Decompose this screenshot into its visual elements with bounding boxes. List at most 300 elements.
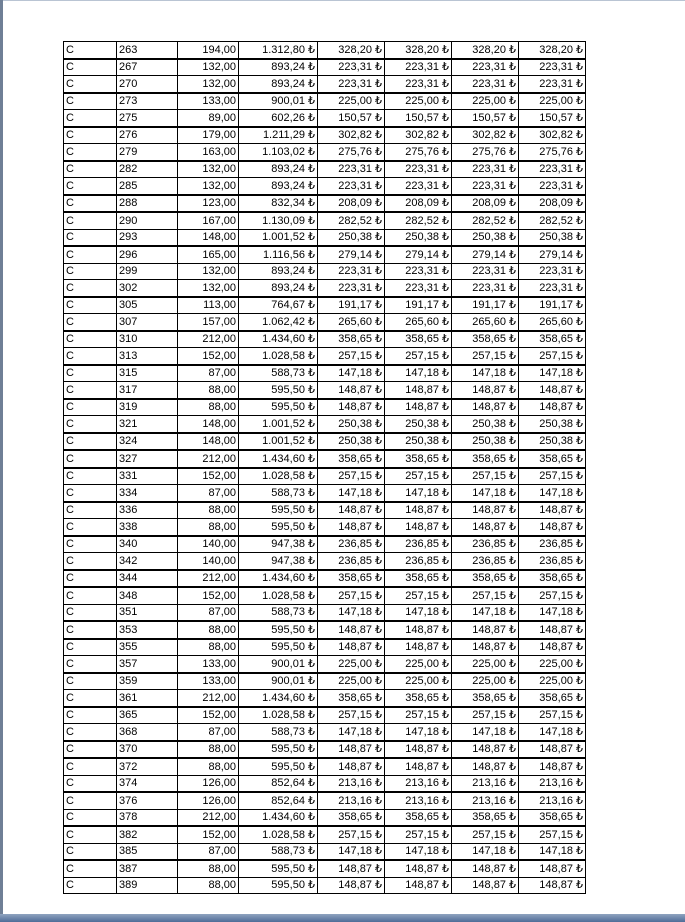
number-cell[interactable]: 273 bbox=[117, 93, 178, 110]
share-cell-3[interactable]: 148,87 ₺ bbox=[452, 502, 519, 519]
code-cell[interactable]: C bbox=[64, 42, 117, 59]
share-cell-1[interactable]: 225,00 ₺ bbox=[318, 656, 385, 673]
amount-cell[interactable]: 893,24 ₺ bbox=[239, 76, 318, 93]
quantity-cell[interactable]: 148,00 bbox=[178, 416, 239, 433]
number-cell[interactable]: 365 bbox=[117, 707, 178, 724]
quantity-cell[interactable]: 152,00 bbox=[178, 348, 239, 365]
quantity-cell[interactable]: 152,00 bbox=[178, 826, 239, 843]
number-cell[interactable]: 338 bbox=[117, 519, 178, 536]
share-cell-3[interactable]: 148,87 ₺ bbox=[452, 399, 519, 416]
amount-cell[interactable]: 1.028,58 ₺ bbox=[239, 348, 318, 365]
share-cell-2[interactable]: 225,00 ₺ bbox=[385, 93, 452, 110]
code-cell[interactable]: C bbox=[64, 707, 117, 724]
code-cell[interactable]: C bbox=[64, 297, 117, 314]
share-cell-3[interactable]: 225,00 ₺ bbox=[452, 93, 519, 110]
share-cell-2[interactable]: 257,15 ₺ bbox=[385, 707, 452, 724]
share-cell-1[interactable]: 223,31 ₺ bbox=[318, 161, 385, 178]
share-cell-4[interactable]: 279,14 ₺ bbox=[519, 246, 586, 263]
share-cell-3[interactable]: 358,65 ₺ bbox=[452, 809, 519, 826]
share-cell-4[interactable]: 147,18 ₺ bbox=[519, 365, 586, 382]
share-cell-1[interactable]: 148,87 ₺ bbox=[318, 758, 385, 775]
share-cell-1[interactable]: 225,00 ₺ bbox=[318, 673, 385, 690]
share-cell-2[interactable]: 223,31 ₺ bbox=[385, 76, 452, 93]
share-cell-4[interactable]: 257,15 ₺ bbox=[519, 707, 586, 724]
share-cell-1[interactable]: 358,65 ₺ bbox=[318, 690, 385, 707]
share-cell-1[interactable]: 148,87 ₺ bbox=[318, 382, 385, 399]
amount-cell[interactable]: 1.028,58 ₺ bbox=[239, 587, 318, 604]
share-cell-1[interactable]: 208,09 ₺ bbox=[318, 195, 385, 213]
share-cell-2[interactable]: 147,18 ₺ bbox=[385, 485, 452, 502]
share-cell-4[interactable]: 225,00 ₺ bbox=[519, 673, 586, 690]
share-cell-3[interactable]: 257,15 ₺ bbox=[452, 348, 519, 365]
amount-cell[interactable]: 1.001,52 ₺ bbox=[239, 433, 318, 451]
share-cell-3[interactable]: 236,85 ₺ bbox=[452, 553, 519, 570]
share-cell-1[interactable]: 223,31 ₺ bbox=[318, 280, 385, 297]
quantity-cell[interactable]: 167,00 bbox=[178, 212, 239, 229]
share-cell-1[interactable]: 279,14 ₺ bbox=[318, 246, 385, 263]
quantity-cell[interactable]: 123,00 bbox=[178, 195, 239, 213]
number-cell[interactable]: 296 bbox=[117, 246, 178, 263]
share-cell-2[interactable]: 150,57 ₺ bbox=[385, 110, 452, 127]
code-cell[interactable]: C bbox=[64, 416, 117, 433]
amount-cell[interactable]: 588,73 ₺ bbox=[239, 724, 318, 741]
number-cell[interactable]: 372 bbox=[117, 758, 178, 775]
code-cell[interactable]: C bbox=[64, 775, 117, 792]
number-cell[interactable]: 348 bbox=[117, 587, 178, 604]
amount-cell[interactable]: 595,50 ₺ bbox=[239, 502, 318, 519]
amount-cell[interactable]: 947,38 ₺ bbox=[239, 536, 318, 553]
amount-cell[interactable]: 893,24 ₺ bbox=[239, 59, 318, 76]
share-cell-2[interactable]: 148,87 ₺ bbox=[385, 621, 452, 639]
share-cell-4[interactable]: 208,09 ₺ bbox=[519, 195, 586, 213]
code-cell[interactable]: C bbox=[64, 331, 117, 348]
share-cell-3[interactable]: 223,31 ₺ bbox=[452, 161, 519, 178]
number-cell[interactable]: 299 bbox=[117, 263, 178, 280]
share-cell-2[interactable]: 223,31 ₺ bbox=[385, 178, 452, 195]
share-cell-3[interactable]: 328,20 ₺ bbox=[452, 42, 519, 59]
share-cell-3[interactable]: 257,15 ₺ bbox=[452, 468, 519, 485]
quantity-cell[interactable]: 212,00 bbox=[178, 331, 239, 348]
share-cell-4[interactable]: 358,65 ₺ bbox=[519, 450, 586, 468]
amount-cell[interactable]: 595,50 ₺ bbox=[239, 382, 318, 399]
share-cell-2[interactable]: 225,00 ₺ bbox=[385, 656, 452, 673]
code-cell[interactable]: C bbox=[64, 314, 117, 331]
share-cell-3[interactable]: 223,31 ₺ bbox=[452, 178, 519, 195]
number-cell[interactable]: 355 bbox=[117, 639, 178, 656]
amount-cell[interactable]: 900,01 ₺ bbox=[239, 673, 318, 690]
number-cell[interactable]: 387 bbox=[117, 860, 178, 877]
quantity-cell[interactable]: 179,00 bbox=[178, 127, 239, 144]
amount-cell[interactable]: 1.116,56 ₺ bbox=[239, 246, 318, 263]
share-cell-2[interactable]: 236,85 ₺ bbox=[385, 536, 452, 553]
share-cell-2[interactable]: 223,31 ₺ bbox=[385, 59, 452, 76]
share-cell-2[interactable]: 148,87 ₺ bbox=[385, 399, 452, 416]
share-cell-2[interactable]: 148,87 ₺ bbox=[385, 758, 452, 775]
share-cell-1[interactable]: 257,15 ₺ bbox=[318, 707, 385, 724]
amount-cell[interactable]: 588,73 ₺ bbox=[239, 604, 318, 621]
code-cell[interactable]: C bbox=[64, 621, 117, 639]
share-cell-4[interactable]: 148,87 ₺ bbox=[519, 758, 586, 775]
share-cell-3[interactable]: 213,16 ₺ bbox=[452, 792, 519, 809]
share-cell-4[interactable]: 225,00 ₺ bbox=[519, 656, 586, 673]
share-cell-1[interactable]: 191,17 ₺ bbox=[318, 297, 385, 314]
amount-cell[interactable]: 595,50 ₺ bbox=[239, 621, 318, 639]
share-cell-4[interactable]: 148,87 ₺ bbox=[519, 399, 586, 416]
amount-cell[interactable]: 1.028,58 ₺ bbox=[239, 468, 318, 485]
amount-cell[interactable]: 893,24 ₺ bbox=[239, 178, 318, 195]
share-cell-1[interactable]: 257,15 ₺ bbox=[318, 826, 385, 843]
share-cell-3[interactable]: 302,82 ₺ bbox=[452, 127, 519, 144]
share-cell-3[interactable]: 148,87 ₺ bbox=[452, 519, 519, 536]
share-cell-1[interactable]: 213,16 ₺ bbox=[318, 792, 385, 809]
code-cell[interactable]: C bbox=[64, 570, 117, 588]
share-cell-4[interactable]: 147,18 ₺ bbox=[519, 724, 586, 741]
share-cell-1[interactable]: 148,87 ₺ bbox=[318, 860, 385, 877]
number-cell[interactable]: 368 bbox=[117, 724, 178, 741]
code-cell[interactable]: C bbox=[64, 604, 117, 621]
share-cell-1[interactable]: 358,65 ₺ bbox=[318, 450, 385, 468]
number-cell[interactable]: 359 bbox=[117, 673, 178, 690]
share-cell-4[interactable]: 257,15 ₺ bbox=[519, 587, 586, 604]
number-cell[interactable]: 370 bbox=[117, 741, 178, 759]
quantity-cell[interactable]: 88,00 bbox=[178, 399, 239, 416]
number-cell[interactable]: 382 bbox=[117, 826, 178, 843]
share-cell-1[interactable]: 282,52 ₺ bbox=[318, 212, 385, 229]
share-cell-2[interactable]: 257,15 ₺ bbox=[385, 468, 452, 485]
quantity-cell[interactable]: 88,00 bbox=[178, 502, 239, 519]
amount-cell[interactable]: 1.434,60 ₺ bbox=[239, 809, 318, 826]
share-cell-3[interactable]: 257,15 ₺ bbox=[452, 707, 519, 724]
share-cell-4[interactable]: 148,87 ₺ bbox=[519, 860, 586, 877]
share-cell-2[interactable]: 148,87 ₺ bbox=[385, 519, 452, 536]
share-cell-3[interactable]: 223,31 ₺ bbox=[452, 76, 519, 93]
share-cell-3[interactable]: 148,87 ₺ bbox=[452, 741, 519, 759]
code-cell[interactable]: C bbox=[64, 468, 117, 485]
quantity-cell[interactable]: 132,00 bbox=[178, 161, 239, 178]
share-cell-4[interactable]: 213,16 ₺ bbox=[519, 792, 586, 809]
amount-cell[interactable]: 852,64 ₺ bbox=[239, 792, 318, 809]
share-cell-3[interactable]: 223,31 ₺ bbox=[452, 263, 519, 280]
share-cell-3[interactable]: 358,65 ₺ bbox=[452, 450, 519, 468]
number-cell[interactable]: 336 bbox=[117, 502, 178, 519]
amount-cell[interactable]: 595,50 ₺ bbox=[239, 741, 318, 759]
number-cell[interactable]: 321 bbox=[117, 416, 178, 433]
code-cell[interactable]: C bbox=[64, 229, 117, 246]
code-cell[interactable]: C bbox=[64, 758, 117, 775]
quantity-cell[interactable]: 194,00 bbox=[178, 42, 239, 59]
share-cell-3[interactable]: 147,18 ₺ bbox=[452, 604, 519, 621]
number-cell[interactable]: 282 bbox=[117, 161, 178, 178]
share-cell-4[interactable]: 225,00 ₺ bbox=[519, 93, 586, 110]
code-cell[interactable]: C bbox=[64, 144, 117, 161]
amount-cell[interactable]: 595,50 ₺ bbox=[239, 399, 318, 416]
number-cell[interactable]: 334 bbox=[117, 485, 178, 502]
amount-cell[interactable]: 588,73 ₺ bbox=[239, 365, 318, 382]
share-cell-2[interactable]: 236,85 ₺ bbox=[385, 553, 452, 570]
share-cell-3[interactable]: 223,31 ₺ bbox=[452, 59, 519, 76]
amount-cell[interactable]: 1.028,58 ₺ bbox=[239, 707, 318, 724]
share-cell-2[interactable]: 147,18 ₺ bbox=[385, 843, 452, 860]
share-cell-1[interactable]: 302,82 ₺ bbox=[318, 127, 385, 144]
amount-cell[interactable]: 893,24 ₺ bbox=[239, 263, 318, 280]
share-cell-2[interactable]: 225,00 ₺ bbox=[385, 673, 452, 690]
amount-cell[interactable]: 900,01 ₺ bbox=[239, 93, 318, 110]
share-cell-4[interactable]: 148,87 ₺ bbox=[519, 639, 586, 656]
number-cell[interactable]: 310 bbox=[117, 331, 178, 348]
share-cell-1[interactable]: 358,65 ₺ bbox=[318, 331, 385, 348]
share-cell-3[interactable]: 225,00 ₺ bbox=[452, 673, 519, 690]
share-cell-1[interactable]: 250,38 ₺ bbox=[318, 416, 385, 433]
share-cell-3[interactable]: 148,87 ₺ bbox=[452, 382, 519, 399]
quantity-cell[interactable]: 132,00 bbox=[178, 263, 239, 280]
quantity-cell[interactable]: 133,00 bbox=[178, 93, 239, 110]
share-cell-2[interactable]: 257,15 ₺ bbox=[385, 826, 452, 843]
code-cell[interactable]: C bbox=[64, 195, 117, 213]
share-cell-2[interactable]: 250,38 ₺ bbox=[385, 229, 452, 246]
share-cell-1[interactable]: 150,57 ₺ bbox=[318, 110, 385, 127]
code-cell[interactable]: C bbox=[64, 365, 117, 382]
share-cell-3[interactable]: 147,18 ₺ bbox=[452, 365, 519, 382]
share-cell-4[interactable]: 148,87 ₺ bbox=[519, 621, 586, 639]
share-cell-2[interactable]: 223,31 ₺ bbox=[385, 161, 452, 178]
share-cell-3[interactable]: 225,00 ₺ bbox=[452, 656, 519, 673]
share-cell-4[interactable]: 148,87 ₺ bbox=[519, 382, 586, 399]
code-cell[interactable]: C bbox=[64, 519, 117, 536]
share-cell-4[interactable]: 328,20 ₺ bbox=[519, 42, 586, 59]
quantity-cell[interactable]: 148,00 bbox=[178, 433, 239, 451]
number-cell[interactable]: 313 bbox=[117, 348, 178, 365]
amount-cell[interactable]: 900,01 ₺ bbox=[239, 656, 318, 673]
number-cell[interactable]: 374 bbox=[117, 775, 178, 792]
share-cell-3[interactable]: 257,15 ₺ bbox=[452, 826, 519, 843]
number-cell[interactable]: 293 bbox=[117, 229, 178, 246]
share-cell-3[interactable]: 147,18 ₺ bbox=[452, 724, 519, 741]
share-cell-1[interactable]: 148,87 ₺ bbox=[318, 502, 385, 519]
share-cell-2[interactable]: 223,31 ₺ bbox=[385, 263, 452, 280]
quantity-cell[interactable]: 87,00 bbox=[178, 485, 239, 502]
number-cell[interactable]: 378 bbox=[117, 809, 178, 826]
amount-cell[interactable]: 1.001,52 ₺ bbox=[239, 229, 318, 246]
share-cell-4[interactable]: 275,76 ₺ bbox=[519, 144, 586, 161]
share-cell-3[interactable]: 191,17 ₺ bbox=[452, 297, 519, 314]
share-cell-1[interactable]: 358,65 ₺ bbox=[318, 570, 385, 588]
number-cell[interactable]: 307 bbox=[117, 314, 178, 331]
share-cell-1[interactable]: 358,65 ₺ bbox=[318, 809, 385, 826]
share-cell-4[interactable]: 236,85 ₺ bbox=[519, 536, 586, 553]
share-cell-4[interactable]: 257,15 ₺ bbox=[519, 348, 586, 365]
code-cell[interactable]: C bbox=[64, 826, 117, 843]
number-cell[interactable]: 290 bbox=[117, 212, 178, 229]
share-cell-3[interactable]: 148,87 ₺ bbox=[452, 639, 519, 656]
amount-cell[interactable]: 588,73 ₺ bbox=[239, 485, 318, 502]
quantity-cell[interactable]: 133,00 bbox=[178, 656, 239, 673]
code-cell[interactable]: C bbox=[64, 263, 117, 280]
share-cell-4[interactable]: 257,15 ₺ bbox=[519, 826, 586, 843]
share-cell-4[interactable]: 236,85 ₺ bbox=[519, 553, 586, 570]
share-cell-1[interactable]: 275,76 ₺ bbox=[318, 144, 385, 161]
number-cell[interactable]: 319 bbox=[117, 399, 178, 416]
number-cell[interactable]: 327 bbox=[117, 450, 178, 468]
share-cell-1[interactable]: 148,87 ₺ bbox=[318, 519, 385, 536]
number-cell[interactable]: 357 bbox=[117, 656, 178, 673]
quantity-cell[interactable]: 87,00 bbox=[178, 365, 239, 382]
quantity-cell[interactable]: 126,00 bbox=[178, 775, 239, 792]
share-cell-4[interactable]: 148,87 ₺ bbox=[519, 502, 586, 519]
share-cell-2[interactable]: 358,65 ₺ bbox=[385, 809, 452, 826]
amount-cell[interactable]: 602,26 ₺ bbox=[239, 110, 318, 127]
share-cell-4[interactable]: 148,87 ₺ bbox=[519, 877, 586, 894]
share-cell-1[interactable]: 236,85 ₺ bbox=[318, 536, 385, 553]
share-cell-3[interactable]: 148,87 ₺ bbox=[452, 877, 519, 894]
quantity-cell[interactable]: 165,00 bbox=[178, 246, 239, 263]
quantity-cell[interactable]: 87,00 bbox=[178, 604, 239, 621]
number-cell[interactable]: 275 bbox=[117, 110, 178, 127]
number-cell[interactable]: 267 bbox=[117, 59, 178, 76]
quantity-cell[interactable]: 212,00 bbox=[178, 570, 239, 588]
share-cell-1[interactable]: 223,31 ₺ bbox=[318, 76, 385, 93]
share-cell-2[interactable]: 148,87 ₺ bbox=[385, 860, 452, 877]
share-cell-1[interactable]: 257,15 ₺ bbox=[318, 587, 385, 604]
share-cell-1[interactable]: 265,60 ₺ bbox=[318, 314, 385, 331]
share-cell-3[interactable]: 257,15 ₺ bbox=[452, 587, 519, 604]
share-cell-4[interactable]: 223,31 ₺ bbox=[519, 76, 586, 93]
share-cell-1[interactable]: 148,87 ₺ bbox=[318, 639, 385, 656]
share-cell-1[interactable]: 148,87 ₺ bbox=[318, 621, 385, 639]
share-cell-2[interactable]: 148,87 ₺ bbox=[385, 382, 452, 399]
quantity-cell[interactable]: 88,00 bbox=[178, 741, 239, 759]
share-cell-3[interactable]: 358,65 ₺ bbox=[452, 690, 519, 707]
amount-cell[interactable]: 1.103,02 ₺ bbox=[239, 144, 318, 161]
quantity-cell[interactable]: 88,00 bbox=[178, 860, 239, 877]
share-cell-2[interactable]: 257,15 ₺ bbox=[385, 348, 452, 365]
number-cell[interactable]: 353 bbox=[117, 621, 178, 639]
number-cell[interactable]: 389 bbox=[117, 877, 178, 894]
amount-cell[interactable]: 1.211,29 ₺ bbox=[239, 127, 318, 144]
amount-cell[interactable]: 1.312,80 ₺ bbox=[239, 42, 318, 59]
number-cell[interactable]: 317 bbox=[117, 382, 178, 399]
amount-cell[interactable]: 1.434,60 ₺ bbox=[239, 331, 318, 348]
code-cell[interactable]: C bbox=[64, 502, 117, 519]
quantity-cell[interactable]: 88,00 bbox=[178, 758, 239, 775]
code-cell[interactable]: C bbox=[64, 587, 117, 604]
code-cell[interactable]: C bbox=[64, 656, 117, 673]
quantity-cell[interactable]: 87,00 bbox=[178, 724, 239, 741]
amount-cell[interactable]: 595,50 ₺ bbox=[239, 860, 318, 877]
share-cell-3[interactable]: 358,65 ₺ bbox=[452, 331, 519, 348]
code-cell[interactable]: C bbox=[64, 212, 117, 229]
quantity-cell[interactable]: 87,00 bbox=[178, 843, 239, 860]
amount-cell[interactable]: 852,64 ₺ bbox=[239, 775, 318, 792]
share-cell-2[interactable]: 282,52 ₺ bbox=[385, 212, 452, 229]
quantity-cell[interactable]: 140,00 bbox=[178, 553, 239, 570]
code-cell[interactable]: C bbox=[64, 76, 117, 93]
number-cell[interactable]: 276 bbox=[117, 127, 178, 144]
share-cell-3[interactable]: 250,38 ₺ bbox=[452, 433, 519, 451]
number-cell[interactable]: 344 bbox=[117, 570, 178, 588]
code-cell[interactable]: C bbox=[64, 382, 117, 399]
number-cell[interactable]: 324 bbox=[117, 433, 178, 451]
share-cell-1[interactable]: 147,18 ₺ bbox=[318, 843, 385, 860]
share-cell-4[interactable]: 223,31 ₺ bbox=[519, 263, 586, 280]
number-cell[interactable]: 340 bbox=[117, 536, 178, 553]
share-cell-4[interactable]: 302,82 ₺ bbox=[519, 127, 586, 144]
code-cell[interactable]: C bbox=[64, 450, 117, 468]
number-cell[interactable]: 270 bbox=[117, 76, 178, 93]
code-cell[interactable]: C bbox=[64, 348, 117, 365]
quantity-cell[interactable]: 133,00 bbox=[178, 673, 239, 690]
number-cell[interactable]: 331 bbox=[117, 468, 178, 485]
code-cell[interactable]: C bbox=[64, 110, 117, 127]
quantity-cell[interactable]: 212,00 bbox=[178, 690, 239, 707]
share-cell-2[interactable]: 147,18 ₺ bbox=[385, 365, 452, 382]
share-cell-4[interactable]: 282,52 ₺ bbox=[519, 212, 586, 229]
share-cell-4[interactable]: 223,31 ₺ bbox=[519, 280, 586, 297]
number-cell[interactable]: 351 bbox=[117, 604, 178, 621]
quantity-cell[interactable]: 126,00 bbox=[178, 792, 239, 809]
amount-cell[interactable]: 1.062,42 ₺ bbox=[239, 314, 318, 331]
code-cell[interactable]: C bbox=[64, 280, 117, 297]
amount-cell[interactable]: 1.434,60 ₺ bbox=[239, 570, 318, 588]
share-cell-4[interactable]: 257,15 ₺ bbox=[519, 468, 586, 485]
share-cell-1[interactable]: 328,20 ₺ bbox=[318, 42, 385, 59]
number-cell[interactable]: 385 bbox=[117, 843, 178, 860]
number-cell[interactable]: 263 bbox=[117, 42, 178, 59]
share-cell-4[interactable]: 147,18 ₺ bbox=[519, 604, 586, 621]
amount-cell[interactable]: 1.434,60 ₺ bbox=[239, 450, 318, 468]
code-cell[interactable]: C bbox=[64, 178, 117, 195]
share-cell-2[interactable]: 275,76 ₺ bbox=[385, 144, 452, 161]
code-cell[interactable]: C bbox=[64, 724, 117, 741]
share-cell-1[interactable]: 223,31 ₺ bbox=[318, 59, 385, 76]
number-cell[interactable]: 315 bbox=[117, 365, 178, 382]
code-cell[interactable]: C bbox=[64, 673, 117, 690]
share-cell-4[interactable]: 250,38 ₺ bbox=[519, 229, 586, 246]
share-cell-4[interactable]: 223,31 ₺ bbox=[519, 178, 586, 195]
share-cell-1[interactable]: 236,85 ₺ bbox=[318, 553, 385, 570]
share-cell-2[interactable]: 213,16 ₺ bbox=[385, 792, 452, 809]
quantity-cell[interactable]: 88,00 bbox=[178, 519, 239, 536]
share-cell-1[interactable]: 148,87 ₺ bbox=[318, 741, 385, 759]
share-cell-2[interactable]: 328,20 ₺ bbox=[385, 42, 452, 59]
share-cell-2[interactable]: 148,87 ₺ bbox=[385, 741, 452, 759]
amount-cell[interactable]: 595,50 ₺ bbox=[239, 877, 318, 894]
code-cell[interactable]: C bbox=[64, 536, 117, 553]
share-cell-1[interactable]: 223,31 ₺ bbox=[318, 178, 385, 195]
share-cell-3[interactable]: 236,85 ₺ bbox=[452, 536, 519, 553]
share-cell-4[interactable]: 191,17 ₺ bbox=[519, 297, 586, 314]
number-cell[interactable]: 302 bbox=[117, 280, 178, 297]
code-cell[interactable]: C bbox=[64, 485, 117, 502]
number-cell[interactable]: 288 bbox=[117, 195, 178, 213]
share-cell-4[interactable]: 148,87 ₺ bbox=[519, 741, 586, 759]
amount-cell[interactable]: 595,50 ₺ bbox=[239, 758, 318, 775]
share-cell-4[interactable]: 223,31 ₺ bbox=[519, 59, 586, 76]
quantity-cell[interactable]: 88,00 bbox=[178, 639, 239, 656]
share-cell-2[interactable]: 147,18 ₺ bbox=[385, 604, 452, 621]
amount-cell[interactable]: 1.130,09 ₺ bbox=[239, 212, 318, 229]
share-cell-2[interactable]: 213,16 ₺ bbox=[385, 775, 452, 792]
share-cell-4[interactable]: 213,16 ₺ bbox=[519, 775, 586, 792]
share-cell-2[interactable]: 302,82 ₺ bbox=[385, 127, 452, 144]
share-cell-2[interactable]: 257,15 ₺ bbox=[385, 587, 452, 604]
share-cell-4[interactable]: 150,57 ₺ bbox=[519, 110, 586, 127]
share-cell-3[interactable]: 148,87 ₺ bbox=[452, 758, 519, 775]
share-cell-4[interactable]: 147,18 ₺ bbox=[519, 843, 586, 860]
quantity-cell[interactable]: 148,00 bbox=[178, 229, 239, 246]
code-cell[interactable]: C bbox=[64, 860, 117, 877]
share-cell-4[interactable]: 358,65 ₺ bbox=[519, 331, 586, 348]
share-cell-1[interactable]: 147,18 ₺ bbox=[318, 604, 385, 621]
